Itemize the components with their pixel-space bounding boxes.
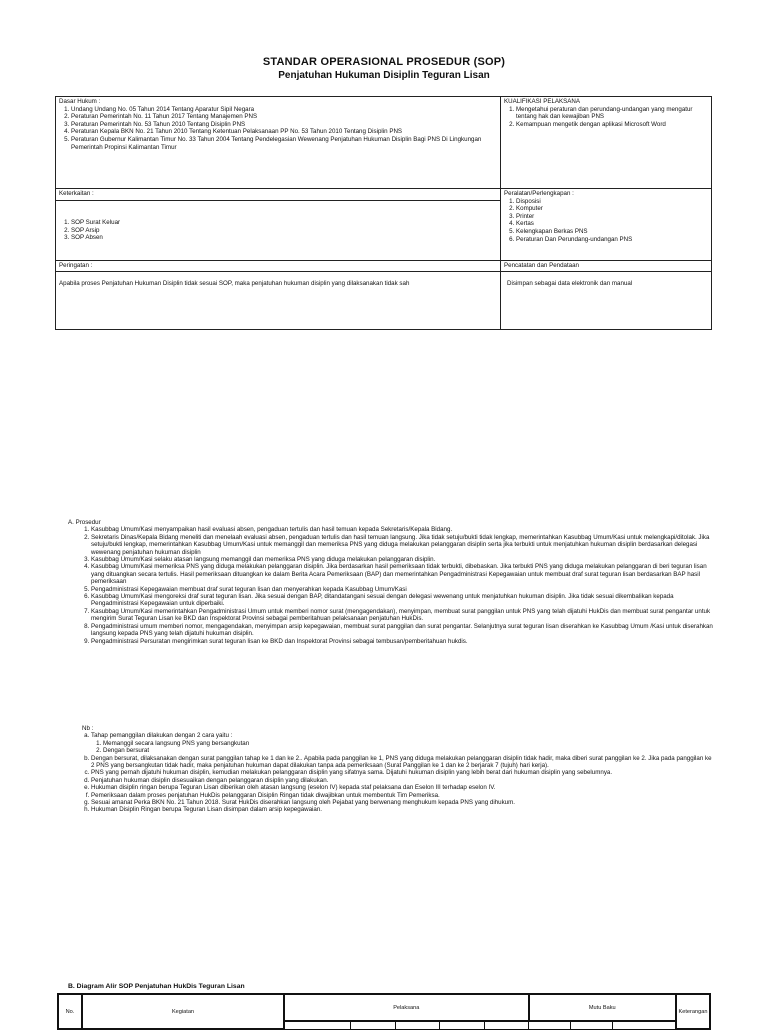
list-item: 4. Kasubbag Umum/Kasi memeriksa PNS yang diduga melakukan pelanggaran disiplin. Jika berdasarkan hasil pemeriksaan tidak terbukti, dibebaskan. Jika terbukti PNS yang diduga melakukan pelanggaran di beri teguran lisan yang dituangkan secara tertulis. Hasil pemeriksaan dituangkan ke dalam Berita Acara Pemeriksaan (BAP) dan memerintahkan Pengadministrasi Kepegawaian untuk membuat draf surat teguran lisan berdasarkan BAP hasil pemeriksaan xyxy=(91,563,716,585)
list-item: 4. Kertas xyxy=(516,220,708,228)
list-item: h. Hukuman Disiplin Ringan berupa Teguran Lisan disimpan dalam arsip kepegawaian. xyxy=(91,806,716,813)
list-item: 2. Peraturan Pemerintah No. 11 Tahun 2017 Tentang Manajemen PNS xyxy=(71,113,497,121)
list-item: 2. Komputer xyxy=(516,205,708,213)
sop-info-table xyxy=(55,96,712,330)
pencatatan-header: Pencatatan dan Pendataan xyxy=(501,261,712,272)
nb-item-text: Tahap pemanggilan dilakukan dengan 2 cara yaitu : xyxy=(91,732,233,740)
list-item: g. Sesuai amanat Perka BKN No. 21 Tahun 2018. Surat HukDis diserahkan langsung oleh Pejabat yang berwenang menghukum kepada PNS yang dihukum. xyxy=(91,799,716,806)
list-item: 5. Kelengkapan Berkas PNS xyxy=(516,228,708,236)
peringatan-header: Peringatan : xyxy=(56,261,501,272)
list-item: 1. Disposisi xyxy=(516,198,708,206)
list-item: 9. Pengadministrasi Persuratan mengirimkan surat teguran lisan ke BKD dan Inspektorat Provinsi sebagai tembusan/pemberitahuan hukdis. xyxy=(91,638,716,645)
list-item: c. PNS yang pernah dijatuhi hukuman disiplin, kemudian melakukan pelanggaran disiplin yang sifatnya sama. Dijatuhi hukuman disiplin yang lebih berat dari hukuman disiplin yang sebelumnya. xyxy=(91,769,716,776)
mutu-subcell xyxy=(571,1021,613,1029)
list-item: 3. Printer xyxy=(516,213,708,221)
nb-sublist xyxy=(91,740,716,755)
list-item: 3. Kasubbag Umum/Kasi selaku atasan langsung memanggil dan memeriksa PNS yang diduga melakukan pelanggaran disiplin. xyxy=(91,556,716,563)
mutu-subcell xyxy=(613,1021,676,1029)
list-item: 6. Kasubbag Umum/Kasi mengoreksi draf surat teguran lisan. Jika sesuai dengan BAP, ditandatangani sesuai dengan delegasi wewenang untuk menjatuhkan hukuman disiplin. Jika tidak sesuai dikembalikan kepada Pengadministrasi Kepegawaian untuk diperbaiki. xyxy=(91,593,716,608)
list-item: e. Hukuman disiplin ringan berupa Teguran Lisan diberikan oleh atasan langsung (eselon IV) kepada staf pelaksana dan Eselon III terhadap eselon IV. xyxy=(91,784,716,791)
kualifikasi-list xyxy=(504,106,708,129)
dasar-hukum-cell xyxy=(56,97,501,189)
list-item: 6. Peraturan Dan Perundang-undangan PNS xyxy=(516,236,708,244)
prosedur-section xyxy=(68,519,716,645)
mutu-subcell xyxy=(529,1021,571,1029)
dasar-hukum-header: Dasar Hukum : xyxy=(59,98,101,105)
list-item: 2. Dengan bersurat xyxy=(103,747,716,754)
list-item xyxy=(91,732,716,754)
list-item: 8. Pengadministrasi umum memberi nomor, mengagendakan, menyimpan arsip kepegawaian, membuat surat panggilan dan surat pengantar. Selanjutnya surat teguran lisan diserahkan ke Kasubbag Umum /Kasi untuk diserahkan langsung kepada PNS yang telah dijatuhi hukuman disiplin. xyxy=(91,623,716,638)
list-item: 4. Peraturan Kepala BKN No. 21 Tahun 2010 Tentang Ketentuan Pelaksanaan PP No. 53 Tahun 2010 Tentang Disiplin PNS xyxy=(71,128,497,136)
peralatan-cell xyxy=(501,189,712,261)
diagram-table xyxy=(57,993,711,1030)
list-item: 1. Undang Undang No. 05 Tahun 2014 Tentang Aparatur Sipil Negara xyxy=(71,106,497,114)
list-item: 7. Kasubbag Umum/Kasi memerintahkan Pengadministrasi Umum untuk memberi nomor surat (mengagendakan), menyimpan, membuat surat panggilan untuk PNS yang telah dijatuhi HukDis dan membuat surat pengantar untuk mengirim Surat Teguran Lisan ke BKD dan Inspektorat Provinsi sebagai pemberitahuan pelaksanaan penjatuhan HukDis. xyxy=(91,608,716,623)
col-no-header: No. xyxy=(58,994,82,1029)
list-item: 3. Peraturan Pemerintah No. 53 Tahun 2010 Tentang Disiplin PNS xyxy=(71,121,497,129)
page-subtitle: Penjatuhan Hukuman Disiplin Teguran Lisan xyxy=(278,70,490,81)
peralatan-list xyxy=(504,198,708,244)
list-item: 2. SOP Arsip xyxy=(71,227,497,235)
prosedur-heading: A. Prosedur xyxy=(68,519,101,526)
list-item: 1. SOP Surat Keluar xyxy=(71,219,497,227)
list-item: 5. Peraturan Gubernur Kalimantan Timur No. 33 Tahun 2004 Tentang Pendelegasian Wewenang Penjatuhan Hukuman Disiplin Bagi PNS Di Lingkungan Pemerintah Propinsi Kalimantan Timur xyxy=(71,136,497,151)
pelaksana-subcell xyxy=(284,1021,351,1029)
diagram-heading: B. Diagram Alir SOP Penjatuhan HukDis Teguran Lisan xyxy=(68,983,245,990)
keterkaitan-cell xyxy=(56,201,501,261)
nb-heading: Nb : xyxy=(82,725,94,732)
peralatan-header: Peralatan/Perlengkapan : xyxy=(504,190,574,197)
nb-list xyxy=(68,732,716,813)
list-item: 3. SOP Absen xyxy=(71,234,497,242)
pelaksana-subcell xyxy=(351,1021,395,1029)
list-item: 2. Sekretaris Dinas/Kepala Bidang meneliti dan menelaah evaluasi absen, pengaduan tertulis dan hasil temuan langsung. Jika tidak setuju/bukti tidak lengkap, memerintahkan Kasubbag Umum/Kasi untuk melengkapi/ditolak. Jika setuju/bukti lengkap, memerintahkan Kasubbag Umum/Kasi untuk memanggil dan memeriksa PNS yang diduga melakukan pelanggaran disiplin serta jika terbukti untuk menjatuhkan hukuman disiplin berdasarkan delegasi wewenang penjatuhan hukuman disiplin xyxy=(91,534,716,556)
keterkaitan-header-cell: Keterkaitan : xyxy=(56,189,501,201)
kualifikasi-cell xyxy=(501,97,712,189)
prosedur-list xyxy=(68,526,716,645)
kualifikasi-header: KUALIFIKASI PELAKSANA xyxy=(504,98,580,105)
page-title: STANDAR OPERASIONAL PROSEDUR (SOP) xyxy=(262,56,506,68)
list-item: d. Penjatuhan hukuman disiplin disesuaikan dengan pelanggaran disiplin yang dilakukan. xyxy=(91,777,716,784)
col-keterangan-header: Keterangan xyxy=(676,994,710,1029)
col-mutu-header: Mutu Baku xyxy=(529,994,676,1021)
list-item: 1. Mengetahui peraturan dan perundang-undangan yang mengatur tentang hak dan kewajiban PNS xyxy=(516,106,708,121)
list-item: 1. Memanggil secara langsung PNS yang bersangkutan xyxy=(103,740,716,747)
peringatan-text: Apabila proses Penjatuhan Hukuman Disiplin tidak sesuai SOP, maka penjatuhan hukuman disiplin yang dilaksanakan tidak sah xyxy=(56,271,501,329)
list-item: 1. Kasubbag Umum/Kasi menyampaikan hasil evaluasi absen, pengaduan tertulis dan hasil temuan kepada Sekretaris/Kepala Bidang. xyxy=(91,526,716,533)
list-item: f. Pemeriksaan dalam proses penjatuhan HukDis pelanggaran Disiplin Ringan tidak diwajibkan untuk membentuk Tim Pemeriksa. xyxy=(91,792,716,799)
pelaksana-subcell xyxy=(395,1021,439,1029)
list-item: 5. Pengadministrasi Kepegawaian membuat draf surat teguran lisan dan menyerahkan kepada Kasubbag Umum/Kasi xyxy=(91,586,716,593)
nb-section xyxy=(68,725,716,814)
pelaksana-subcell xyxy=(484,1021,528,1029)
pelaksana-subcell xyxy=(440,1021,484,1029)
col-kegiatan-header: Kegiatan xyxy=(82,994,284,1029)
list-item: b. Dengan bersurat, dilaksanakan dengan surat panggilan tahap ke 1 dan ke 2.. Apabila pada panggilan ke 1, PNS yang diduga melakukan pelanggaran disiplin tidak hadir, maka diberi surat panggilan ke 2. Jika pada panggilan ke 2 PNS yang bersangkutan tidak hadir, maka penjatuhan hukuman dapat dilakukan tanpa ada pemeriksaan (Surat Panggilan ke 1 dan ke 2 berjarak 7 (tujuh) hari kerja). xyxy=(91,755,716,770)
dasar-hukum-list xyxy=(59,106,497,152)
col-pelaksana-header: Pelaksana xyxy=(284,994,529,1021)
pencatatan-text: Disimpan sebagai data elektronik dan manual xyxy=(501,271,712,329)
keterkaitan-list xyxy=(59,219,497,242)
list-item: 2. Kemampuan mengetik dengan aplikasi Microsoft Word xyxy=(516,121,708,129)
